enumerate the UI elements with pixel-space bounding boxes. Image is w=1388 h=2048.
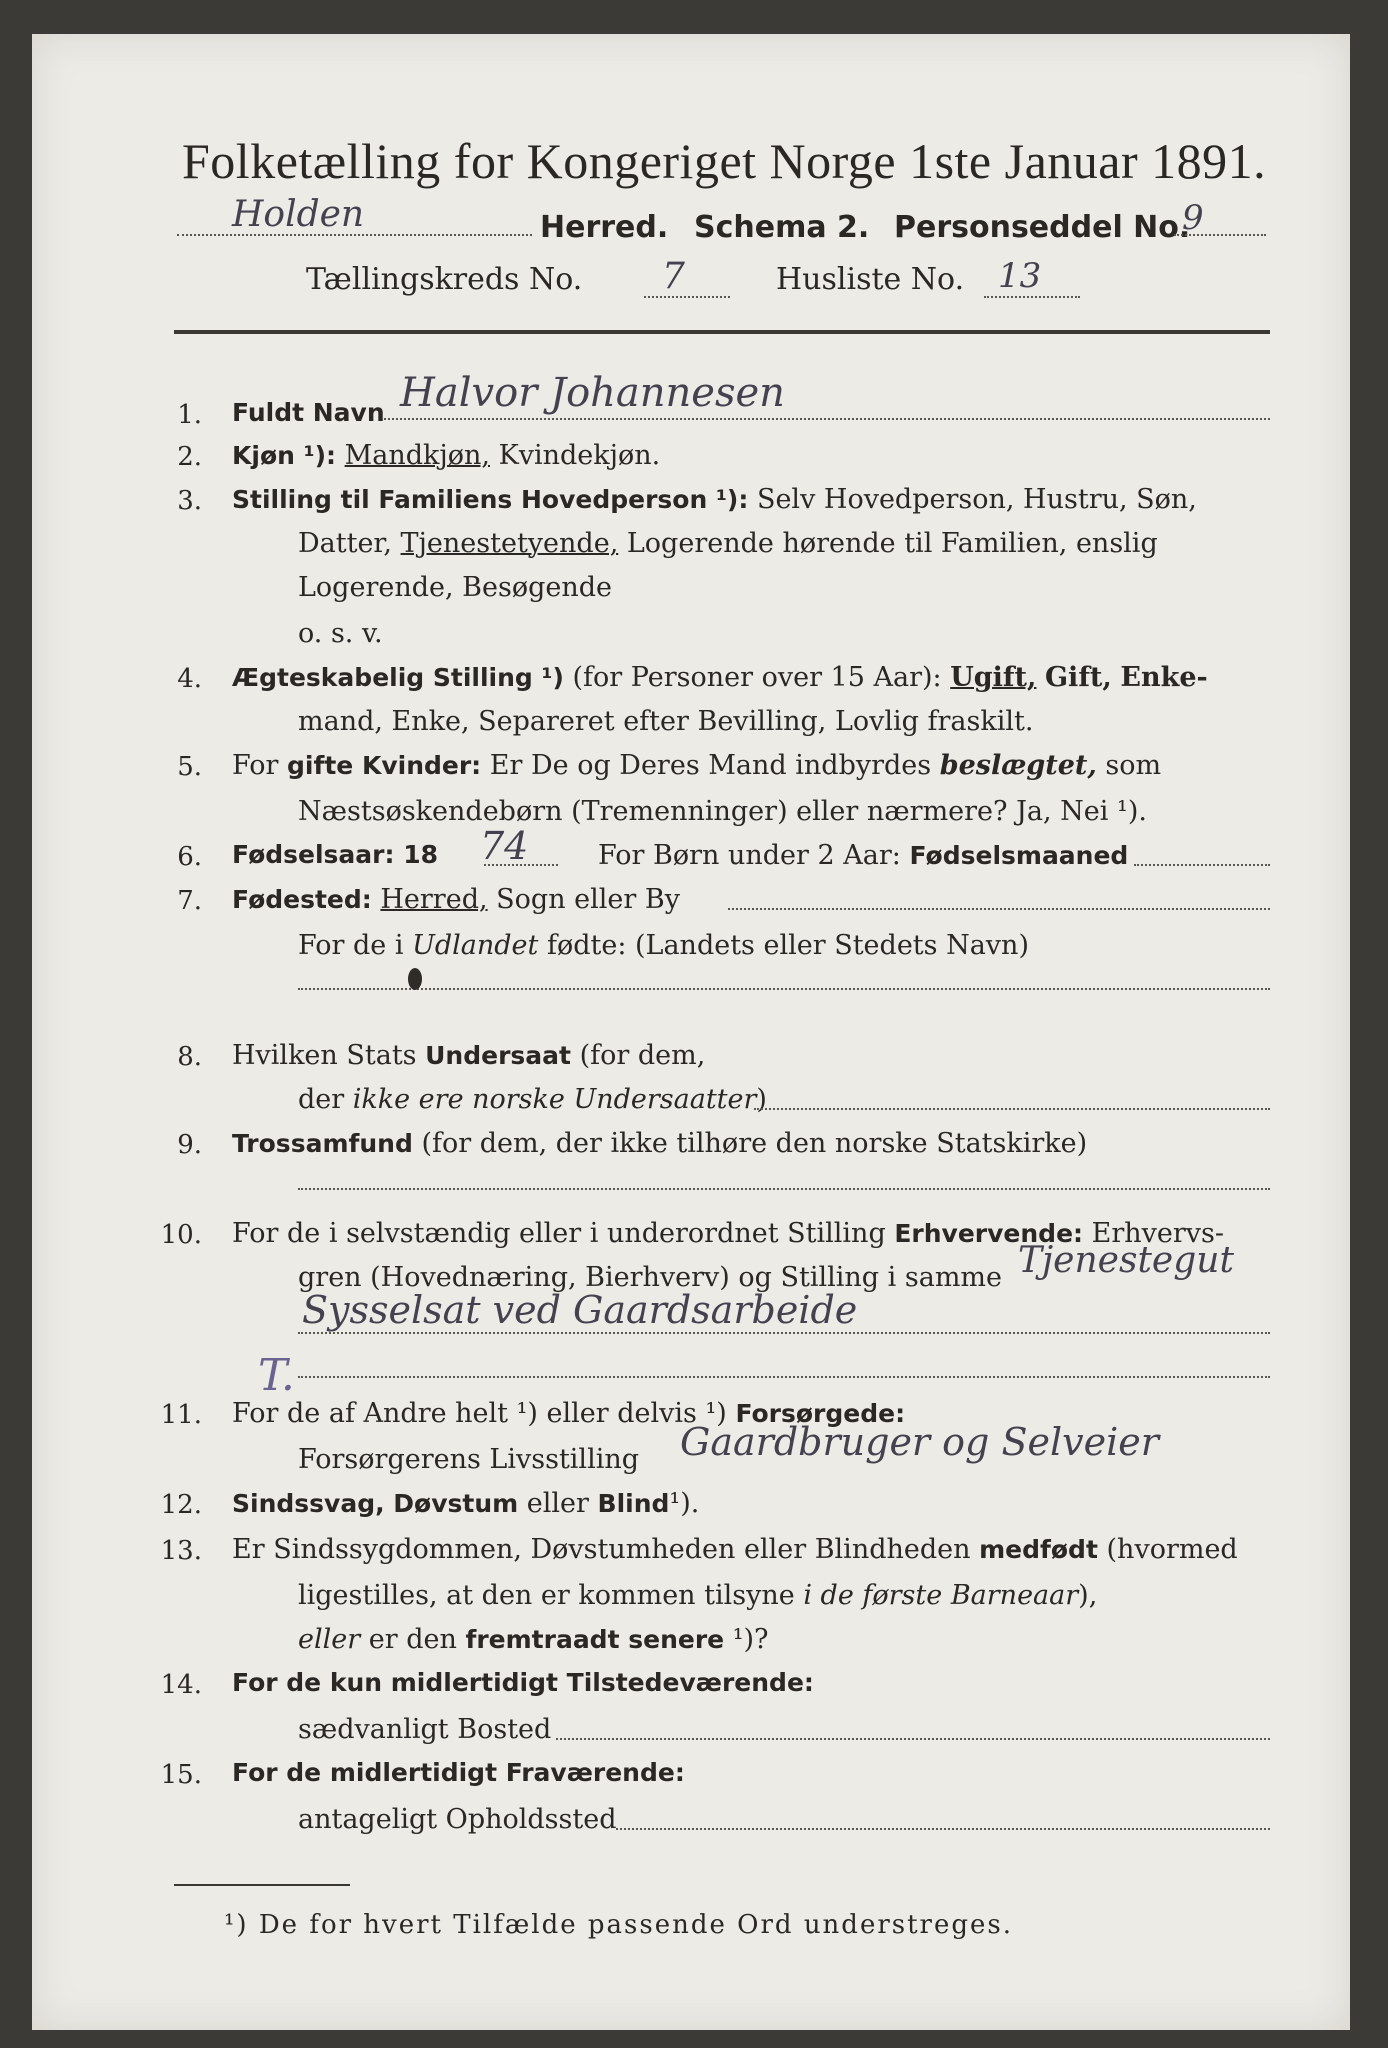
q7-option-herred: Herred,: [380, 884, 488, 915]
q9-label: Trossamfund: [232, 1129, 413, 1158]
q6-value: 74: [480, 824, 529, 868]
q10-text2: Erhvervs-: [1091, 1218, 1225, 1249]
q11-value: Gaardbruger og Selveier: [680, 1420, 1159, 1464]
q4-row2: mand, Enke, Separeret efter Bevilling, Lovlig fraskilt.: [298, 706, 1034, 737]
q13-number: 13.: [160, 1536, 202, 1566]
q12-blind: Blind: [597, 1489, 670, 1518]
q13-row3: [298, 1624, 769, 1655]
husliste-value: 13: [998, 256, 1042, 296]
q4-option-enke: Enke-: [1120, 662, 1208, 693]
q3-option-tjenestetyende: Tjenestetyende,: [400, 528, 619, 559]
q7-field-line: [728, 908, 1270, 910]
q13-eller: eller: [298, 1624, 361, 1655]
q6-label: Fødselsaar: 18: [232, 840, 438, 869]
q8-ikke-norske: ikke ere norske Undersaatter: [352, 1084, 757, 1115]
q11-number: 11.: [160, 1400, 202, 1430]
q1-field-line: [384, 418, 1270, 420]
q4-label: Ægteskabelig Stilling ¹): [232, 663, 564, 692]
q8-label: Undersaat: [425, 1041, 571, 1070]
q10-row2: gren (Hovednæring, Bierhverv) og Stilling i samme: [298, 1262, 1003, 1293]
q10-number: 10.: [160, 1220, 202, 1250]
footnote-rule: [174, 1884, 350, 1886]
q13-senere: fremtraadt senere: [465, 1625, 725, 1654]
q13-tail: ¹)?: [732, 1624, 769, 1655]
q10-field-line2: [298, 1376, 1270, 1378]
q7-line2-rest: fødte: (Landets eller Stedets Navn): [546, 930, 1029, 961]
q1-number: 1.: [177, 400, 202, 430]
q13-medfodt: medfødt: [979, 1535, 1098, 1564]
q1-label: Fuldt Navn: [232, 398, 385, 427]
q13-barneaar: i de første Barneaar: [803, 1580, 1079, 1611]
q11-row2: Forsørgerens Livsstilling: [298, 1444, 640, 1475]
q12-tail: ¹).: [669, 1488, 700, 1519]
q3-row3: Logerende, Besøgende: [298, 572, 612, 603]
q5-number: 5.: [177, 752, 202, 782]
q11-label: Forsørgede:: [735, 1399, 906, 1428]
q14-field-line: [556, 1738, 1270, 1740]
q6-number: 6.: [177, 842, 202, 872]
husliste-label: Husliste No.: [776, 262, 965, 297]
q7-number: 7.: [177, 886, 202, 916]
q8-der: der: [298, 1084, 345, 1115]
q13-text3: ligestilles, at den er kommen tilsyne: [298, 1580, 795, 1611]
q4-option-gift: Gift,: [1045, 662, 1112, 693]
q4-line1: (for Personer over 15 Aar):: [572, 662, 942, 693]
q13-row1: [232, 1534, 1238, 1565]
q15-label: For de midlertidigt Fraværende:: [232, 1758, 685, 1787]
q3-option-datter: Datter,: [298, 528, 392, 559]
q10-text1: For de i selvstændig eller i underordnet Stilling: [232, 1218, 886, 1249]
q5-word-for: For: [232, 750, 279, 781]
q9-text: (for dem, der ikke tilhøre den norske Statskirke): [421, 1128, 1088, 1159]
q5-beslaegtet: beslægtet,: [939, 750, 1097, 781]
q3-line1: Selv Hovedperson, Hustru, Søn,: [756, 484, 1197, 515]
q3-number: 3.: [177, 486, 202, 516]
q13-er-den: er den: [368, 1624, 457, 1655]
q2-label: Kjøn ¹):: [232, 441, 336, 470]
q6-sub-text: For Børn under 2 Aar:: [598, 840, 901, 871]
q9-row: [232, 1128, 1087, 1159]
husliste-field-line: [984, 296, 1080, 298]
q8-number: 8.: [177, 1042, 202, 1072]
q4-number: 4.: [177, 664, 202, 694]
q3-label: Stilling til Familiens Hovedperson ¹):: [232, 485, 749, 514]
q15-number: 15.: [160, 1760, 202, 1790]
q7-row1: [232, 884, 680, 915]
q8-text1: Hvilken Stats: [232, 1040, 417, 1071]
q8-row1: [232, 1040, 705, 1071]
q6-sub-label: Fødselsmaaned: [909, 841, 1129, 870]
q10-value-erhverv: Sysselsat ved Gaardsarbeide: [302, 1288, 858, 1332]
q15-row2: antageligt Opholdssted: [298, 1804, 617, 1835]
q5-row2: Næstsøskendebørn (Tremenninger) eller nærmere? Ja, Nei ¹).: [298, 796, 1147, 827]
q2-option-mandkjon: Mandkjøn,: [344, 440, 490, 471]
q5-som: som: [1105, 750, 1162, 781]
q9-field-line: [298, 1188, 1270, 1190]
personseddel-label: Personseddel No.: [894, 210, 1191, 245]
q12-eller: eller: [526, 1488, 589, 1519]
q14-row2: sædvanligt Bosted: [298, 1714, 552, 1745]
q4-option-ugift: Ugift,: [950, 662, 1037, 693]
q3-row1: [232, 484, 1197, 515]
q7-udlandet: Udlandet: [412, 930, 539, 961]
q13-row2: [298, 1580, 1097, 1611]
q5-text: Er De og Deres Mand indbyrdes: [489, 750, 932, 781]
q8-row2: [298, 1084, 767, 1115]
q9-number: 9.: [177, 1130, 202, 1160]
q2-option-kvindekjon: Kvindekjøn.: [498, 440, 661, 471]
q10-value-stilling: Tjenestegut: [1018, 1240, 1234, 1281]
q12-row: [232, 1488, 699, 1519]
q7-row2: [298, 930, 1029, 961]
q6-sub: [598, 840, 1128, 871]
kreds-label: Tællingskreds No.: [306, 262, 583, 297]
q14-number: 14.: [160, 1670, 202, 1700]
q2-number: 2.: [177, 442, 202, 472]
q12-number: 12.: [160, 1490, 202, 1520]
q13-text1: Er Sindssygdommen, Døvstumheden eller Blindheden: [232, 1534, 971, 1565]
ink-blot: [408, 968, 422, 990]
q7-option-sogn: Sogn eller By: [496, 884, 680, 915]
q3-line2-rest: Logerende hørende til Familien, enslig: [626, 528, 1158, 559]
herred-label: Herred.: [540, 210, 669, 245]
q10-field-line1: [298, 1332, 1270, 1334]
q13-text2: (hvormed: [1106, 1534, 1238, 1565]
q2-row: [232, 440, 660, 471]
q11-text: For de af Andre helt ¹) eller delvis ¹): [232, 1398, 727, 1429]
schema-label: Schema 2.: [694, 210, 870, 245]
q6-month-line: [1134, 864, 1270, 866]
herred-value: Holden: [232, 194, 365, 235]
q4-row1: [232, 662, 1208, 693]
q12-label: Sindssvag, Døvstum: [232, 1489, 519, 1518]
footnote: ¹) De for hvert Tilfælde passende Ord understreges.: [224, 1910, 1014, 1940]
q13-paren: ),: [1078, 1580, 1098, 1611]
header-divider: [174, 330, 1270, 334]
q10-label: Erhvervende:: [894, 1219, 1084, 1248]
form-title: Folketælling for Kongeriget Norge 1ste Januar 1891.: [182, 133, 1267, 189]
q5-row1: [232, 750, 1161, 781]
q7-label: Fødested:: [232, 885, 372, 914]
kreds-field-line: [644, 296, 730, 298]
q8-text2: (for dem,: [579, 1040, 706, 1071]
q8-field-line: [754, 1108, 1270, 1110]
q8-paren: ): [756, 1084, 767, 1115]
q10-margin-mark: T.: [258, 1350, 295, 1401]
q1-value: Halvor Johannesen: [400, 370, 785, 416]
q15-field-line: [616, 1828, 1270, 1830]
kreds-value: 7: [662, 256, 685, 297]
q3-row2: [298, 528, 1158, 559]
q7-abroad-line: [298, 988, 1270, 990]
q3-row4: o. s. v.: [298, 618, 383, 649]
q7-for-de-i: For de i: [298, 930, 404, 961]
q5-label: gifte Kvinder:: [287, 751, 482, 780]
q14-label: For de kun midlertidigt Tilstedeværende:: [232, 1668, 814, 1697]
personseddel-value: 9: [1182, 198, 1204, 238]
census-form-page: [32, 34, 1350, 2030]
